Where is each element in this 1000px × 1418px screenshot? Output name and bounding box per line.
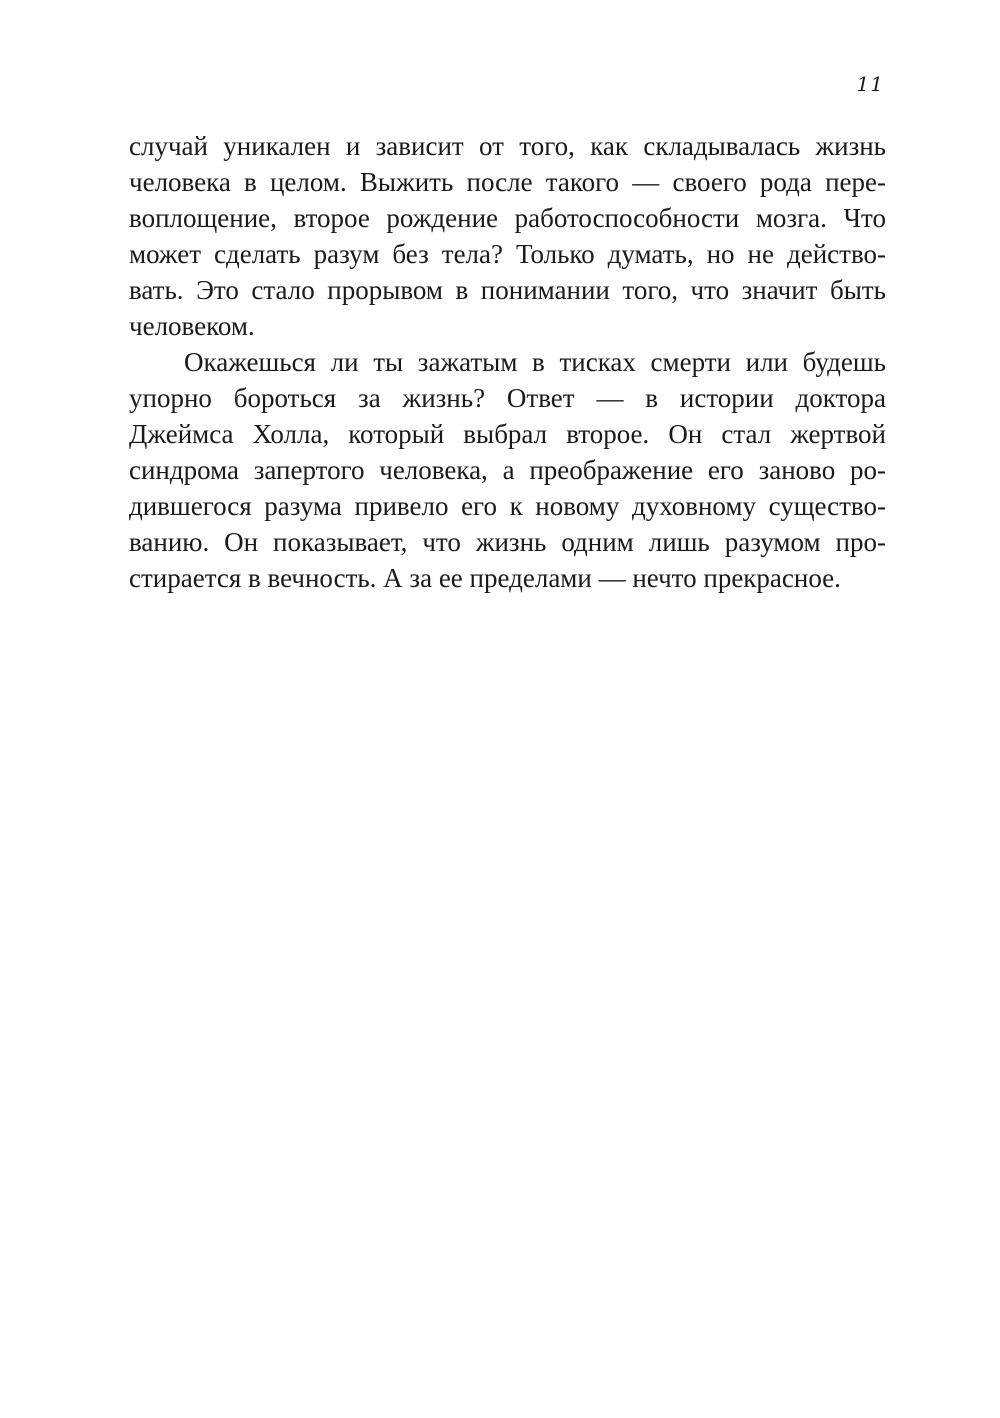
text-line: Джеймса Холла, который выбрал второе. Он стал жертвой <box>129 419 886 449</box>
page-number: 11 <box>856 72 884 96</box>
text-line: может сделать разум без тела? Только думать, но не действо- <box>129 239 886 269</box>
paragraph-2 <box>129 344 886 596</box>
text-line: стирается в вечность. А за ее пределами — нечто прекрасное. <box>129 563 841 593</box>
text-line: Окажешься ли ты зажатым в тисках смерти или будешь <box>184 347 886 377</box>
body-text <box>129 128 886 596</box>
text-line: синдрома запертого человека, а преображение его заново ро- <box>129 455 886 485</box>
text-line: вать. Это стало прорывом в понимании того, что значит быть <box>129 275 886 305</box>
text-line: дившегося разума привело его к новому духовному существо- <box>129 491 886 521</box>
paragraph-1 <box>129 128 886 344</box>
text-line: случай уникален и зависит от того, как складывалась жизнь <box>129 131 886 161</box>
text-line: человеком. <box>129 311 255 341</box>
text-line: человека в целом. Выжить после такого — своего рода пере- <box>129 167 886 197</box>
text-line: упорно бороться за жизнь? Ответ — в истории доктора <box>129 383 886 413</box>
text-line: ванию. Он показывает, что жизнь одним лишь разумом про- <box>129 527 886 557</box>
text-line: воплощение, второе рождение работоспособности мозга. Что <box>129 203 886 233</box>
